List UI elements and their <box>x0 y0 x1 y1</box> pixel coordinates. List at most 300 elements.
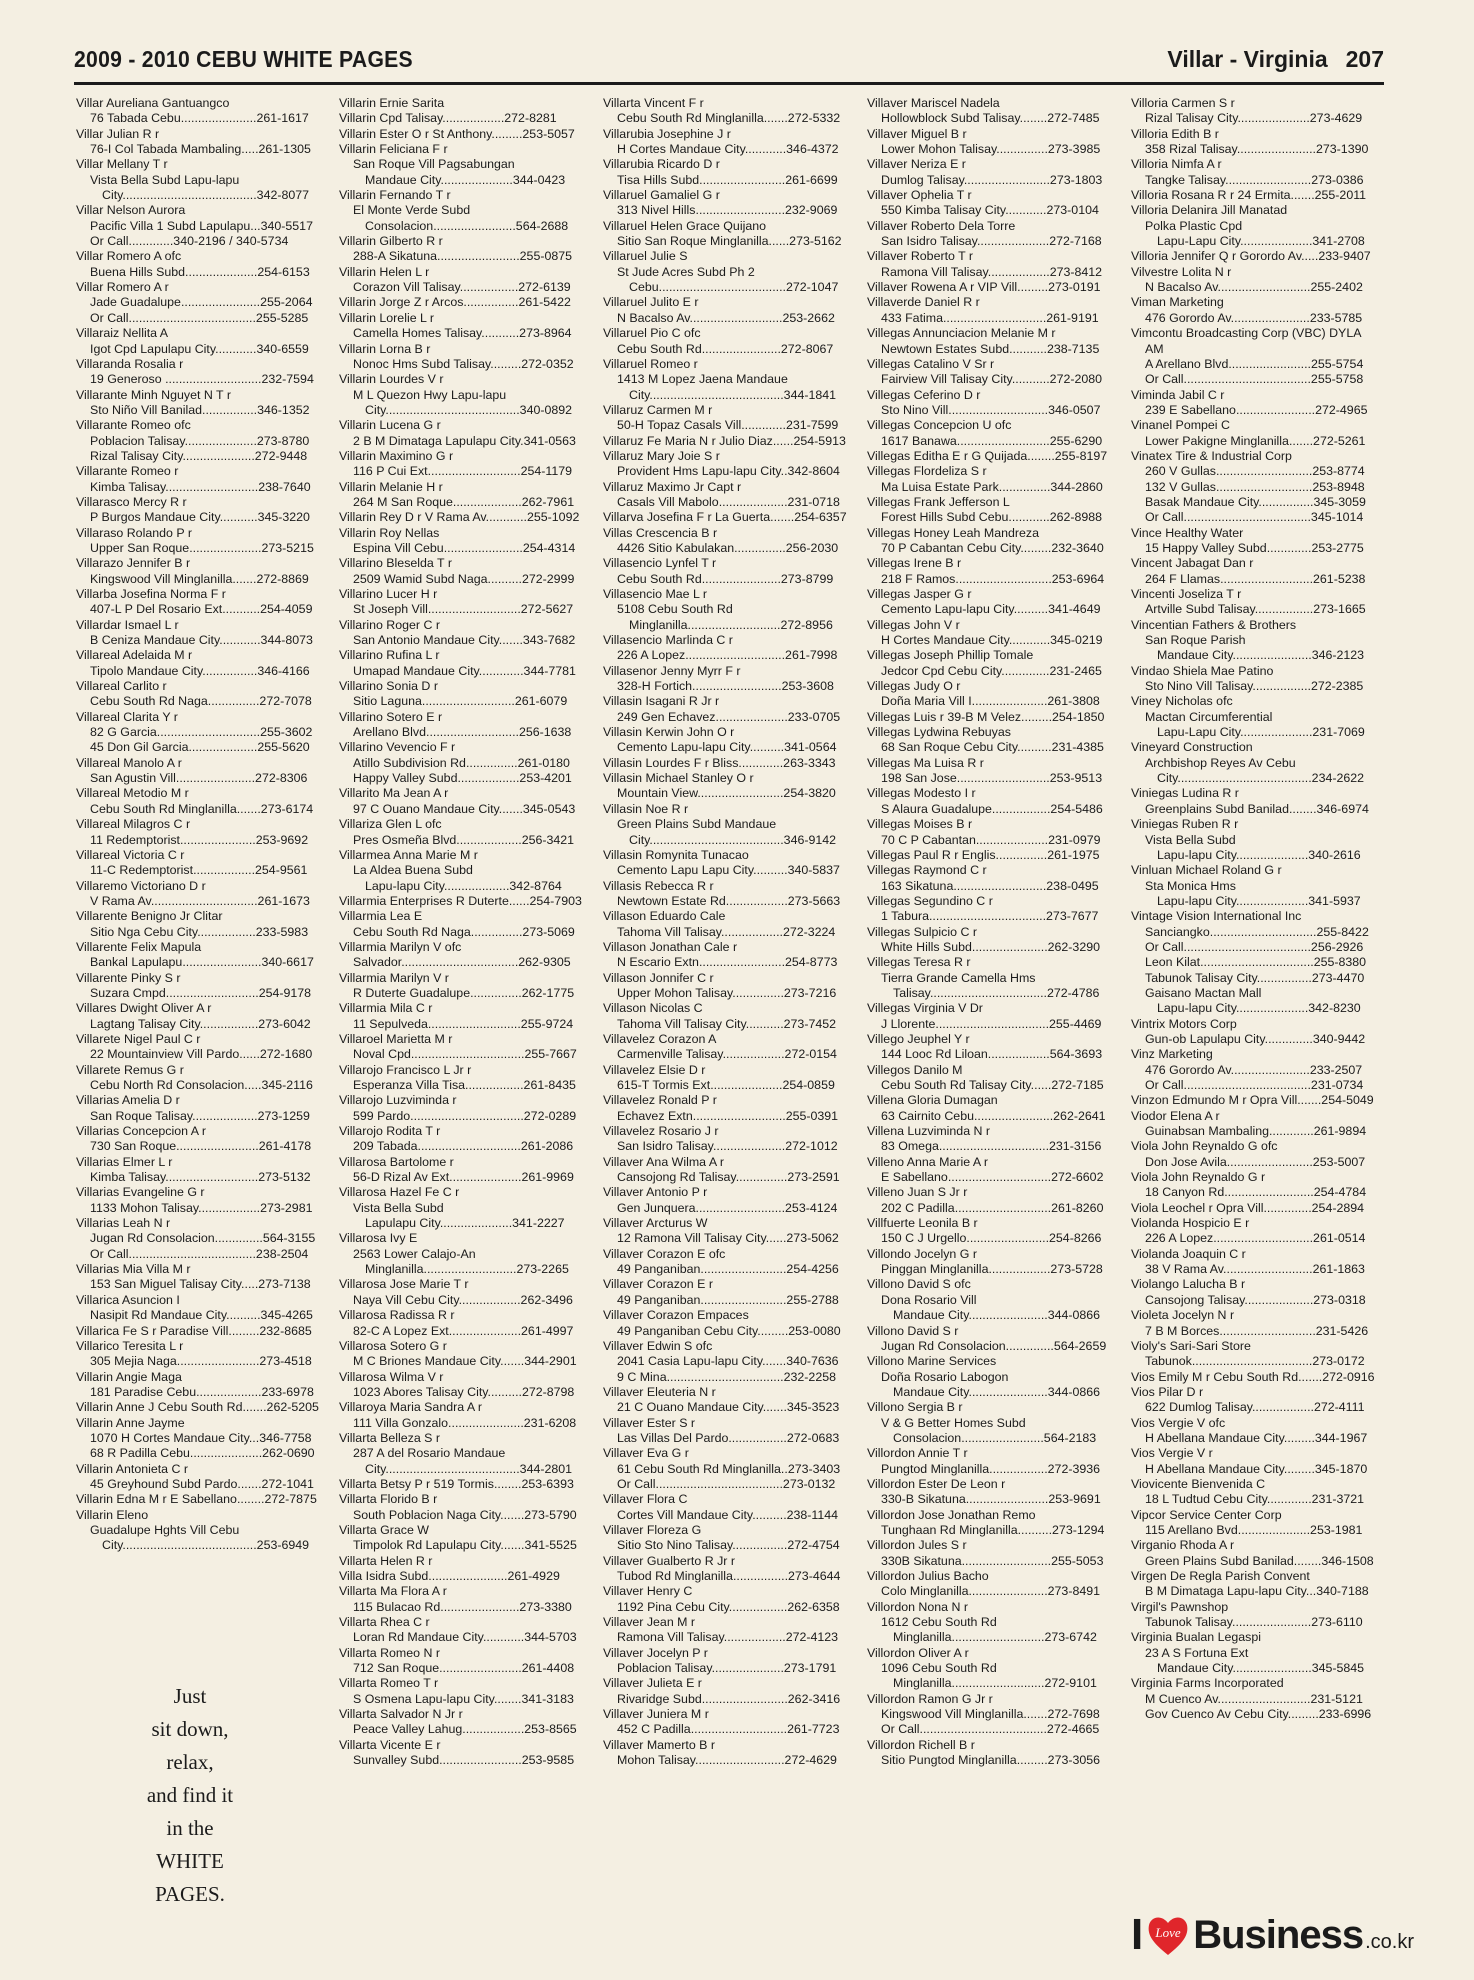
listing-address: Dona Rosario Vill <box>881 1292 977 1307</box>
brand-domain: .co.kr <box>1365 1930 1414 1953</box>
listing-address-phone: 49 Panganiban.........................254-4256 <box>617 1262 839 1277</box>
listing-name: Villegas Annunciacion Melanie M r <box>867 326 1056 341</box>
listing-address-phone: 63 Cairnito Cebu.......................262-2641 <box>881 1108 1106 1123</box>
listing-address-phone: Sitio San Roque Minglanilla......273-5162 <box>617 234 842 249</box>
listing-name: Viney Nicholas ofc <box>1131 694 1233 709</box>
listing-name: Villarin Feliciana F r <box>339 142 448 157</box>
listing-address-phone: South Poblacion Naga City.......273-5790 <box>353 1507 577 1522</box>
listing-address-phone: Artville Subd Talisay.................273-1665 <box>1145 602 1366 617</box>
listing-name: Villarin Ester O r St Anthony.........253-5057 <box>339 126 575 141</box>
listing-address-phone: 622 Dumlog Talisay..................272-4111 <box>1145 1400 1365 1415</box>
listing-address: V & G Better Homes Subd <box>881 1415 1026 1430</box>
listing-address-phone: Sto Nino Vill.............................346-0507 <box>881 402 1101 417</box>
listing-address-phone: Or Call.....................................256-2926 <box>1145 939 1364 954</box>
listing-address-phone: Sitio Nga Cebu City.................233-5983 <box>90 924 309 939</box>
listing-address-phone: 2 B M Dimataga Lapulapu City.341-0563 <box>353 433 576 448</box>
listing-address-phone: Lagtang Talisay City.................273-6042 <box>90 1016 311 1031</box>
listing-name: Virgen De Regla Parish Convent <box>1131 1569 1310 1583</box>
listing-address-phone: San Isidro Talisay.....................272-1012 <box>617 1139 838 1154</box>
listing-name: Villarica Fe S r Paradise Vill.........232-8685 <box>76 1323 312 1338</box>
listing-address-phone: 76 Tabada Cebu......................261-1617 <box>90 111 309 126</box>
listing-address-phone: Tabunok Talisay.......................273-6110 <box>1145 1615 1363 1630</box>
listing-address-phone: 18 Canyon Rd..........................254-4784 <box>1145 1185 1367 1200</box>
listing-name: Villego Jeuphel Y r <box>867 1031 970 1046</box>
listing-address-phone: 615-T Tormis Ext.....................254-0859 <box>617 1078 835 1092</box>
listing-address-phone: J Llorente.................................255-4469 <box>881 1016 1102 1031</box>
listing-name: Villavelez Elsie D r <box>603 1062 706 1077</box>
name-range: Villar - Virginia <box>1167 46 1328 72</box>
listing-column-2 <box>339 96 589 1906</box>
listing-name: Vince Healthy Water <box>1131 525 1244 540</box>
listing-address-phone: 260 V Gullas............................253-8774 <box>1145 464 1365 479</box>
page-number: 207 <box>1345 46 1384 72</box>
listing-name: Villordon Oliver A r <box>867 1645 969 1660</box>
listing-address-phone: Cebu South Rd Naga...............273-5069 <box>353 924 575 939</box>
listing-address-phone: Suzara Cmpd...........................254-9178 <box>90 985 312 1000</box>
listing-name: Villarta Grace W <box>339 1522 429 1537</box>
listing-name: Villar Nelson Aurora <box>76 203 186 218</box>
listing-name: Villegas Honey Leah Mandreza <box>867 525 1039 540</box>
listing-address-phone: Gov Cuenco Av Cebu City.........233-6996 <box>1145 1707 1372 1722</box>
listing-name: Villarmia Lea E <box>339 909 423 924</box>
listing-address-phone: 50-H Topaz Casals Vill.............231-7599 <box>617 418 839 433</box>
listing-name: Villarin Edna M r E Sabellano........272-7875 <box>76 1492 317 1507</box>
listing-address-phone: Consolacion........................564-2688 <box>365 218 569 233</box>
listing-name: Villaruel Julito E r <box>603 295 699 310</box>
listing-name: Vineyard Construction <box>1131 740 1253 755</box>
listing-name: Virginia Bualan Legaspi <box>1131 1630 1261 1645</box>
listing-name: Villaruz Maximo Jr Capt r <box>603 479 742 494</box>
listing-address-phone: 476 Gorordo Av.......................233-5785 <box>1145 310 1363 325</box>
listing-address-phone: 264 F Llamas...........................261-5238 <box>1145 571 1366 586</box>
listing-name: Villordon Annie T r <box>867 1446 968 1461</box>
listing-address: AM <box>1145 341 1164 356</box>
listing-address-phone: Cortes Vill Mandaue City..........238-1144 <box>617 1507 839 1522</box>
listing-address-phone: 226 A Lopez.............................261-0514 <box>1145 1231 1366 1246</box>
listing-name: Villason Jonathan Cale r <box>603 939 738 954</box>
listing-address-phone: Tangke Talisay.........................273-0386 <box>1145 172 1364 187</box>
listing-address-phone: Tubod Rd Minglanilla................273-4644 <box>617 1569 841 1583</box>
listing-address-phone: Newtown Estate Rd..................273-5663 <box>617 893 841 908</box>
listing-address-phone: Nonoc Hms Subd Talisay.........272-0352 <box>353 356 574 371</box>
listing-name: Viman Marketing <box>1131 295 1224 310</box>
listing-address-phone: Tabunok...................................273-0172 <box>1145 1354 1365 1369</box>
listing-name: Villar Romero A ofc <box>76 249 182 264</box>
listing-name: Vincent Jabagat Dan r <box>1131 556 1254 571</box>
listing-name: Villordon Ester De Leon r <box>867 1476 1006 1491</box>
listing-address-phone: Rizal Talisay City.....................273-4629 <box>1145 111 1363 126</box>
listing-address-phone: 1023 Abores Talisay City..........272-8798 <box>353 1384 575 1399</box>
listing-address-phone: 730 San Roque........................261-4178 <box>90 1139 312 1154</box>
listing-address-phone: City.......................................340-0892 <box>365 402 573 417</box>
listing-address-phone: 68 San Roque Cebu City..........231-4385 <box>881 740 1104 755</box>
listing-address-phone: 407-L P Del Rosario Ext...........254-4059 <box>90 602 313 617</box>
listing-address-phone: City.......................................344-2801 <box>365 1461 573 1476</box>
listing-name: Villarojo Luzviminda r <box>339 1093 457 1108</box>
listing-name: Villarico Teresita L r <box>76 1338 184 1353</box>
listing-address-phone: 12 Ramona Vill Talisay City......273-5062 <box>617 1231 839 1246</box>
listing-address-phone: Cebu South Rd Talisay City......272-7185 <box>881 1078 1104 1092</box>
promo-line: sit down, <box>151 1717 229 1741</box>
page-header <box>74 44 1384 85</box>
listing-name: Villar Julian R r <box>76 126 160 141</box>
listing-address: San Roque Parish <box>1145 633 1246 648</box>
listing-name: Vinluan Michael Roland G r <box>1131 863 1282 878</box>
listing-address-phone: 7 B M Borces............................231-5426 <box>1145 1323 1369 1338</box>
listing-name: Villeno Juan S Jr r <box>867 1185 968 1200</box>
listing-address: 1096 Cebu South Rd <box>881 1661 997 1676</box>
listing-address-phone: Or Call.....................................238-2504 <box>90 1246 309 1261</box>
listing-name: Villeno Anna Marie A r <box>867 1154 989 1169</box>
listing-address-phone: Pres Osmeña Blvd...................256-3421 <box>353 832 575 847</box>
listing-name: Villarente Felix Mapula <box>76 939 202 954</box>
listing-address-phone: Tipolo Mandaue City................346-4166 <box>90 663 310 678</box>
listing-name: Villaver Henry C <box>603 1584 693 1599</box>
listing-name: Virgil's Pawnshop <box>1131 1599 1229 1614</box>
listing-address-phone: Or Call.....................................273-0132 <box>617 1476 836 1491</box>
listing-address-phone: Talisay..................................272-4786 <box>893 985 1100 1000</box>
listing-name: Villoria Jennifer Q r Gorordo Av.....233-9407 <box>1131 249 1371 264</box>
listing-address-phone: 83 Omega................................231-3156 <box>881 1139 1102 1154</box>
listing-name: Villarin Gilberto R r <box>339 234 443 249</box>
listing-address-phone: Sitio Laguna...........................261-6079 <box>353 694 568 709</box>
listing-name: Viniegas Ludina R r <box>1131 786 1239 801</box>
listing-address-phone: H Cortes Mandaue City............346-4372 <box>617 142 839 157</box>
listing-address-phone: 45 Don Gil Garcia....................255-5620 <box>90 740 310 755</box>
listing-name: Villaver Ana Wilma A r <box>603 1154 724 1169</box>
listing-address-phone: 209 Tabada..............................261-2086 <box>353 1139 574 1154</box>
promo-line: WHITE <box>156 1849 224 1873</box>
listing-address-phone: Cebu.....................................272-1047 <box>629 280 839 295</box>
listing-name: Villegas Segundino C r <box>867 893 993 908</box>
listing-name: Vincenti Joseliza T r <box>1131 587 1242 601</box>
listing-address: Sta Monica Hms <box>1145 878 1236 893</box>
listing-address-phone: Cebu South Rd Naga...............272-7078 <box>90 694 312 709</box>
listing-name: Villarin Fernando T r <box>339 188 451 203</box>
listing-name: Villarta Vincent F r <box>603 96 704 110</box>
listing-name: Villaver Floreza G <box>603 1522 702 1537</box>
listing-address-phone: H Abellana Mandaue City.........344-1967 <box>1145 1430 1368 1445</box>
listing-name: Villareal Milagros C r <box>76 817 191 832</box>
listing-address-phone: Salvador..................................262-9305 <box>353 955 571 970</box>
listing-name: Villordon Julius Bacho <box>867 1569 989 1583</box>
listing-address-phone: 239 E Sabellano.......................272-4965 <box>1145 402 1368 417</box>
listing-name: Villegas Editha E r G Quijada........255-8197 <box>867 448 1108 463</box>
listing-name: Villarante Minh Nguyet N T r <box>76 387 231 402</box>
listing-address: Mactan Circumferential <box>1145 709 1273 724</box>
listing-address-phone: Lapu-Lapu City.....................341-2708 <box>1157 234 1365 249</box>
heart-icon <box>1147 1913 1189 1957</box>
listing-address-phone: Colo Minglanilla.......................273-8491 <box>881 1584 1101 1599</box>
listing-name: Villarta Salvador N Jr r <box>339 1707 463 1722</box>
listing-address-phone: Upper Mohon Talisay...............273-7216 <box>617 985 837 1000</box>
listing-name: Villarta Florido B r <box>339 1492 438 1507</box>
listing-address-phone: Forest Hills Subd Cebu............262-8988 <box>881 510 1103 525</box>
listing-name: Villarias Amelia D r <box>76 1093 180 1108</box>
listing-address-phone: Sanciangko...............................255-8422 <box>1145 924 1369 939</box>
listing-name: Villoria Nimfa A r <box>1131 157 1222 172</box>
listing-address-phone: 1070 H Cortes Mandaue City...346-7758 <box>90 1430 312 1445</box>
listing-address-phone: Nasipit Rd Mandaue City..........345-4265 <box>90 1308 313 1323</box>
listing-address-phone: Minglanilla...........................273-2265 <box>365 1262 569 1277</box>
listing-address-phone: Lower Pakigne Minglanilla.......272-5261 <box>1145 433 1366 448</box>
listing-address-phone: City.......................................234-2622 <box>1157 771 1365 786</box>
listing-address-phone: Basak Mandaue City................345-3059 <box>1145 494 1366 509</box>
listing-address-phone: Dumlog Talisay.........................273-1803 <box>881 172 1103 187</box>
listing-name: Villarosa Jose Marie T r <box>339 1277 469 1292</box>
listing-address-phone: Lapu-lapu City.....................342-8230 <box>1157 1001 1361 1016</box>
listing-name: Villaroel Marietta M r <box>339 1031 453 1046</box>
listing-name: Villarete Remus G r <box>76 1062 184 1077</box>
listing-address-phone: Jedcor Cpd Cebu City..............231-2465 <box>881 663 1102 678</box>
listing-name: Villardar Ismael L r <box>76 617 179 632</box>
listing-address-phone: Tunghaan Rd Minglanilla..........273-1294 <box>881 1522 1105 1537</box>
listing-address: 5108 Cebu South Rd <box>617 602 733 617</box>
listing-name: Villason Jonnifer C r <box>603 970 714 985</box>
listing-name: Villaver Mariscel Nadela <box>867 96 1000 110</box>
listing-address-phone: Minglanilla...........................273-6742 <box>893 1630 1097 1645</box>
listing-name: Vinzon Edmundo M r Opra Vill.......254-5049 <box>1131 1093 1374 1108</box>
listing-address-phone: Carmenville Talisay..................272-0154 <box>617 1047 837 1062</box>
listing-address-phone: S Osmena Lapu-lapu City........341-3183 <box>353 1691 574 1706</box>
listing-address-phone: Bankal Lapulapu.......................340-6617 <box>90 955 314 970</box>
listing-address-phone: 2509 Wamid Subd Naga..........272-2999 <box>353 571 575 586</box>
listing-name: Villegas Moises B r <box>867 817 973 832</box>
listing-address-phone: 82 G Garcia..............................255-3602 <box>90 725 313 740</box>
promo-line: PAGES. <box>155 1882 225 1906</box>
listing-address-phone: Lapu-lapu City.....................341-5937 <box>1157 893 1361 908</box>
listing-name: Villaver Ester S r <box>603 1415 696 1430</box>
listing-address-phone: Cebu South Rd Minglanilla.......272-5332 <box>617 111 841 126</box>
listing-name: Villareal Victoria C r <box>76 847 185 862</box>
listing-address-phone: City.......................................344-1841 <box>629 387 837 402</box>
listing-name: Villaver Corazon E ofc <box>603 1246 726 1261</box>
listing-name: Villaraso Rolando P r <box>76 525 192 540</box>
listing-name: Villegas Ma Luisa R r <box>867 755 984 770</box>
listing-address: Guadalupe Hghts Vill Cebu <box>90 1522 240 1537</box>
listing-column-5 <box>1131 96 1381 1906</box>
listing-name: Villaruz Mary Joie S r <box>603 448 720 463</box>
listing-name: Villarosa Ivy E <box>339 1231 418 1246</box>
listing-address-phone: Mandaue City.......................344-0866 <box>893 1308 1101 1323</box>
listing-name: Villarito Ma Jean A r <box>339 786 449 801</box>
listing-name: Villavelez Corazon A <box>603 1031 717 1046</box>
listing-address-phone: Leon Kilat.................................255-8380 <box>1145 955 1367 970</box>
listing-address-phone: 330B Sikatuna..........................255-5053 <box>881 1553 1104 1568</box>
listing-address-phone: Cemento Lapu-lapu City..........341-0564 <box>617 740 837 755</box>
listing-name: Villares Dwight Oliver A r <box>76 1001 212 1016</box>
listing-address-phone: Camella Homes Talisay...........273-8964 <box>353 326 572 341</box>
listing-address-phone: Ma Luisa Estate Park...............344-2860 <box>881 479 1103 494</box>
listing-address-phone: Ramona Vill Talisay..................272-4123 <box>617 1630 839 1645</box>
listing-address-phone: Sitio Pungtod Minglanilla.........273-3056 <box>881 1753 1101 1768</box>
listing-address-phone: Peace Valley Lahug..................253-8565 <box>353 1722 577 1737</box>
listing-address-phone: Loran Rd Mandaue City............344-5703 <box>353 1630 577 1645</box>
listing-name: Villarin Jorge Z r Arcos................261-5422 <box>339 295 571 310</box>
listing-name: Villasencio Lynfel T r <box>603 556 717 571</box>
listing-address-phone: Mandaue City.......................345-5845 <box>1157 1661 1365 1676</box>
listing-address-phone: 56-D Rizal Av Ext.....................261-9969 <box>353 1170 574 1185</box>
listing-address-phone: Cebu South Rd.......................273-8799 <box>617 571 834 586</box>
listing-name: Villaver Jocelyn P r <box>603 1645 708 1660</box>
listing-name: Villarin Lorna B r <box>339 341 431 356</box>
listing-address-phone: Las Villas Del Pardo.................272-0683 <box>617 1430 840 1445</box>
listing-address-phone: Corazon Vill Talisay.................272-6139 <box>353 280 571 295</box>
listing-address: San Roque Vill Pagsabungan <box>353 157 515 172</box>
listing-address-phone: 4426 Sitio Kabulakan...............256-2030 <box>617 540 839 555</box>
listing-address-phone: 288-A Sikatuna........................255-0875 <box>353 249 573 264</box>
listing-name: Villaver Eleuteria N r <box>603 1384 716 1399</box>
listing-name: Villarino Sonia D r <box>339 679 438 694</box>
listing-name: Villoria Delanira Jill Manatad <box>1131 203 1288 218</box>
listing-name: Villegas Jasper G r <box>867 587 972 601</box>
listing-name: Villaruel Pio C ofc <box>603 326 701 341</box>
listing-name: Virganio Rhoda A r <box>1131 1538 1235 1553</box>
listing-address-phone: San Agustin Vill.......................272-8306 <box>90 771 308 786</box>
listing-address-phone: N Bacalso Av...........................253-2662 <box>617 310 835 325</box>
listing-address-phone: Kingswood Vill Minglanilla.......272-8869 <box>90 571 309 586</box>
listing-name: Villasencio Marlinda C r <box>603 633 733 648</box>
listing-address: Green Plains Subd Mandaue <box>617 817 777 832</box>
listing-name: Villfuerte Leonila B r <box>867 1216 978 1231</box>
listing-name: Villarente Pinky S r <box>76 970 181 985</box>
listing-column-4 <box>867 96 1117 1906</box>
listing-address-phone: Guinabsan Mambaling.............261-9894 <box>1145 1124 1367 1139</box>
listing-name: Villegas Joseph Phillip Tomale <box>867 648 1034 663</box>
listing-name: Vinatex Tire & Industrial Corp <box>1131 448 1292 463</box>
listing-name: Villaver Ophelia T r <box>867 188 972 203</box>
listing-name: Villarino Rufina L r <box>339 648 440 663</box>
listing-address-phone: Jugan Rd Consolacion..............564-3155 <box>90 1231 316 1246</box>
listing-name: Villondo Jocelyn G r <box>867 1246 977 1261</box>
listing-name: Viola Leochel r Opra Vill..............254-2894 <box>1131 1200 1365 1215</box>
listing-address-phone: 1 Tabura..................................273-7677 <box>881 909 1099 924</box>
directory-title: 2009 - 2010 CEBU WHITE PAGES <box>74 46 413 72</box>
listing-address: Vista Bella Subd <box>1145 832 1236 847</box>
listing-address-phone: 1192 Pina Cebu City.................262-6358 <box>617 1599 840 1614</box>
listing-address-phone: E Sabellano..............................272-6602 <box>881 1170 1104 1185</box>
listing-address-phone: Kimba Talisay...........................273-5132 <box>90 1170 311 1185</box>
listing-address-phone: 358 Rizal Talisay.......................273-1390 <box>1145 142 1369 157</box>
listing-address-phone: Tahoma Vill Talisay City...........273-7452 <box>617 1016 837 1031</box>
listing-address-phone: 38 V Rama Av..........................261-1863 <box>1145 1262 1365 1277</box>
listing-name: Villarba Josefina Norma F r <box>76 587 226 601</box>
listing-address-phone: N Escario Extn.........................254-8773 <box>617 955 838 970</box>
listing-name: Villordon Nona N r <box>867 1599 969 1614</box>
listing-name: Violy's Sari-Sari Store <box>1131 1338 1251 1353</box>
listing-name: Viola John Reynaldo G r <box>1131 1170 1266 1185</box>
listing-name: Villaver Jean M r <box>603 1615 696 1630</box>
listing-address: Vista Bella Subd Lapu-lapu <box>90 172 240 187</box>
listing-name: Villarin Roy Nellas <box>339 525 440 540</box>
listing-name: Violango Lalucha B r <box>1131 1277 1246 1292</box>
listing-name: Villasenor Jenny Myrr F r <box>603 663 741 678</box>
listing-name: Villaruel Gamaliel G r <box>603 188 720 203</box>
listing-address-phone: Or Call.....................................272-4665 <box>881 1722 1100 1737</box>
listing-name: Villaruel Romeo r <box>603 356 698 371</box>
listing-address-phone: V Rama Av...............................261-1673 <box>90 893 310 908</box>
listing-name: Villarva Josefina F r La Guerta.......254-6357 <box>603 510 847 525</box>
listing-address-phone: Lapu-lapu City...................342-8764 <box>365 878 562 893</box>
listing-address-phone: Pinggan Minglanilla..................273-5728 <box>881 1262 1103 1277</box>
listing-name: Villoria Edith B r <box>1131 126 1219 141</box>
listing-address-phone: Cemento Lapu Lapu City..........340-5837 <box>617 863 840 878</box>
listing-address-phone: Jade Guadalupe.......................255-2064 <box>90 295 313 310</box>
listing-address-phone: 15 Happy Valley Subd.............253-2775 <box>1145 540 1364 555</box>
listing-name: Villarojo Francisco L Jr r <box>339 1062 472 1077</box>
listing-name: Villordon Richell B r <box>867 1737 975 1752</box>
listing-address-phone: 132 V Gullas............................253-8948 <box>1145 479 1365 494</box>
listing-name: Villegas Virginia V Dr <box>867 1001 983 1016</box>
heart-label: Love <box>1155 1925 1181 1940</box>
listing-address-phone: Lapu-Lapu City.....................231-7069 <box>1157 725 1365 740</box>
listing-name: Villegas Irene B r <box>867 556 962 571</box>
listing-address: 2563 Lower Calajo-An <box>353 1246 476 1261</box>
listing-name: Villaruz Carmen M r <box>603 402 713 417</box>
listing-address-phone: 226 A Lopez.............................261-7998 <box>617 648 838 663</box>
listing-address-phone: 712 San Roque........................261-4408 <box>353 1661 575 1676</box>
listing-name: Villarias Elmer L r <box>76 1154 173 1169</box>
listing-address: La Aldea Buena Subd <box>353 863 473 878</box>
listing-name: Villegos Danilo M <box>867 1062 963 1077</box>
listing-address-phone: Cebu North Rd Consolacion.....345-2116 <box>90 1078 313 1092</box>
listing-name: Villasin Isagani R Jr r <box>603 694 720 709</box>
listing-address-phone: Newtown Estates Subd...........238-7135 <box>881 341 1100 356</box>
listing-address-phone: 19 Generoso ............................232-7594 <box>90 372 314 387</box>
listing-address-phone: 144 Looc Rd Liloan..................564-3693 <box>881 1047 1103 1062</box>
listing-name: Villegas Judy O r <box>867 679 961 694</box>
listing-name: Villarin Rey D r V Rama Av............255-1092 <box>339 510 580 525</box>
listing-address-phone: 111 Villa Gonzalo......................231-6208 <box>353 1415 577 1430</box>
listing-name: Villordon Jules S r <box>867 1538 967 1553</box>
listing-address-phone: H Abellana Mandaue City.........345-1870 <box>1145 1461 1368 1476</box>
listing-address-phone: 330-B Sikatuna........................253-9691 <box>881 1492 1101 1507</box>
listing-address-phone: Tahoma Vill Talisay..................272-3224 <box>617 924 836 939</box>
listing-address-phone: 70 C P Cabantan.....................231-0979 <box>881 832 1101 847</box>
listing-address-phone: Rizal Talisay City.....................272-9448 <box>90 448 308 463</box>
listing-name: Vintrix Motors Corp <box>1131 1016 1237 1031</box>
listing-name: Villono Sergia B r <box>867 1400 963 1415</box>
listing-name: Villarino Sotero E r <box>339 709 443 724</box>
listing-name: Villas Crescencia B r <box>603 525 718 540</box>
listing-name: Villarta Romeo N r <box>339 1645 440 1660</box>
listing-name: Violanda Hospicio E r <box>1131 1216 1250 1231</box>
listing-column-1 <box>76 96 326 1906</box>
promo-text <box>90 1680 290 1911</box>
listing-name: Villarin Eleno <box>76 1507 149 1522</box>
listing-address-phone: M C Briones Mandaue City.......344-2901 <box>353 1354 577 1369</box>
listing-address-phone: 198 San Jose...........................253-9513 <box>881 771 1103 786</box>
listing-address-phone: Poblacion Talisay.....................273-1791 <box>617 1661 837 1676</box>
listing-address-phone: 218 F Ramos............................253-6964 <box>881 571 1105 586</box>
listing-name: Vios Vergie V ofc <box>1131 1415 1226 1430</box>
listing-address-phone: 313 Nivel Hills..........................232-9069 <box>617 203 838 218</box>
listing-address-phone: 264 M San Roque....................262-7961 <box>353 494 575 509</box>
listing-address-phone: Timpolok Rd Lapulapu City.......341-5525 <box>353 1538 577 1553</box>
listing-address-phone: Or Call.....................................345-1014 <box>1145 510 1364 525</box>
listing-name: Villarmia Marilyn V r <box>339 970 449 985</box>
listing-address-phone: Doña Maria Vill I......................261-3808 <box>881 694 1100 709</box>
listing-address: Tierra Grande Camella Hms <box>881 970 1036 985</box>
listing-address-phone: Tisa Hills Subd.........................261-6699 <box>617 172 838 187</box>
listing-address-phone: 76-I Col Tabada Mambaling.....261-1305 <box>90 142 311 157</box>
listing-address-phone: 116 P Cui Ext...........................254-1179 <box>353 464 573 479</box>
listing-name: Villasin Kerwin John O r <box>603 725 735 740</box>
listing-name: Villono Marine Services <box>867 1354 997 1369</box>
listing-name: Villar Mellany T r <box>76 157 168 172</box>
listing-name: Villarin Anne Jayme <box>76 1415 185 1430</box>
listing-address-phone: 22 Mountainview Vill Pardo......272-1680 <box>90 1047 313 1062</box>
